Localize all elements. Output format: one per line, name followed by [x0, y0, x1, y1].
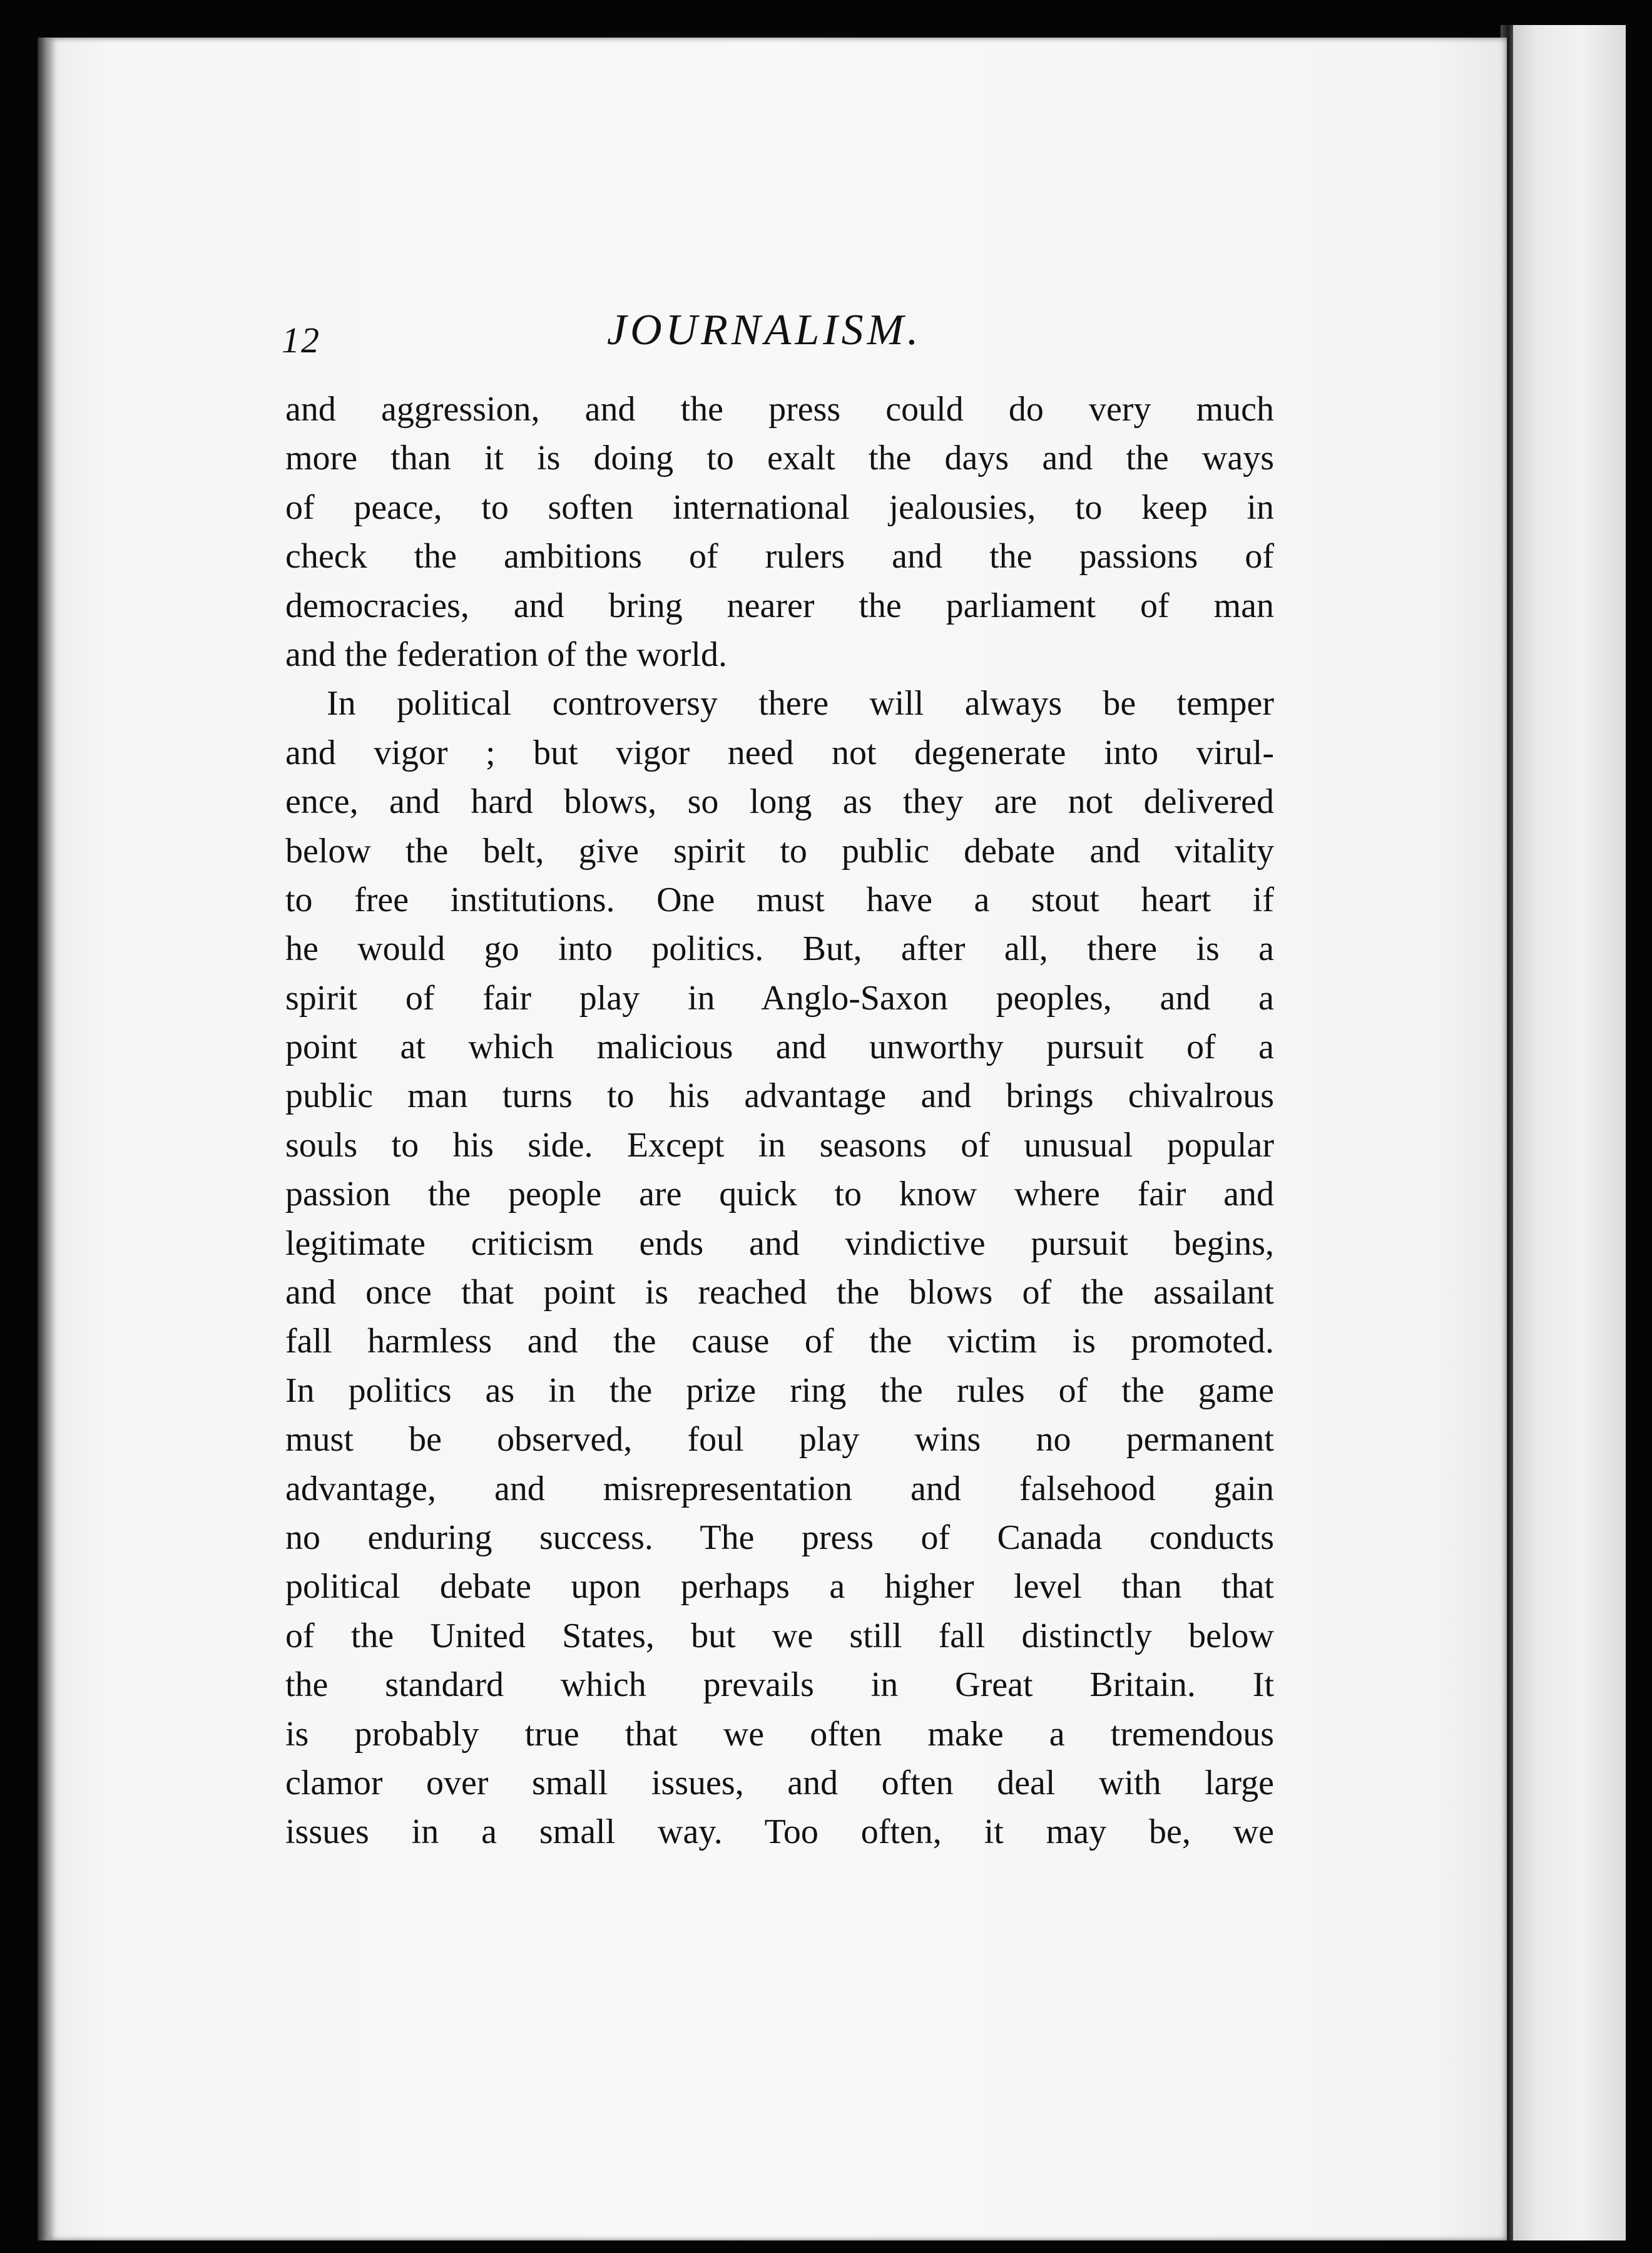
body-text — [285, 385, 1274, 1857]
text-line: democracies, and bring nearer the parliament of man — [285, 586, 1274, 625]
text-line: he would go into politics. But, after all, there is a — [285, 929, 1274, 969]
text-line: is probably true that we often make a tremendous — [285, 1714, 1274, 1754]
text-line: political debate upon perhaps a higher level than that — [285, 1567, 1274, 1607]
running-title: JOURNALISM. — [607, 306, 922, 354]
text-line: and vigor ; but vigor need not degenerate into virul- — [285, 733, 1274, 772]
page-header — [282, 305, 1283, 374]
text-line: the standard which prevails in Great Britain. It — [285, 1665, 1274, 1705]
text-line: and the federation of the world. — [285, 635, 727, 674]
text-line: fall harmless and the cause of the victim is promoted. — [285, 1322, 1274, 1361]
text-line: In politics as in the prize ring the rules of the game — [285, 1371, 1274, 1410]
text-line: souls to his side. Except in seasons of unusual popular — [285, 1125, 1274, 1165]
text-line: point at which malicious and unworthy pursuit of a — [285, 1028, 1274, 1067]
text-line: In political controversy there will always be temper — [327, 684, 1274, 723]
facing-page-edge — [1513, 25, 1626, 2240]
text-line: and once that point is reached the blows of the assailant — [285, 1273, 1274, 1312]
page-number: 12 — [282, 320, 320, 360]
text-line: spirit of fair play in Anglo-Saxon peoples, and a — [285, 978, 1274, 1018]
text-line: legitimate criticism ends and vindictive pursuit begins, — [285, 1224, 1274, 1263]
text-line: must be observed, foul play wins no permanent — [285, 1420, 1274, 1459]
text-line: issues in a small way. Too often, it may be, we — [285, 1812, 1274, 1852]
text-line: clamor over small issues, and often deal with large — [285, 1763, 1274, 1802]
text-line: below the belt, give spirit to public debate and vitality — [285, 831, 1274, 871]
text-line: passion the people are quick to know where fair and — [285, 1175, 1274, 1214]
text-line: advantage, and misrepresentation and falsehood gain — [285, 1469, 1274, 1508]
text-line: of the United States, but we still fall distinctly below — [285, 1616, 1274, 1655]
text-line: to free institutions. One must have a stout heart if — [285, 880, 1274, 919]
text-line: public man turns to his advantage and brings chivalrous — [285, 1076, 1274, 1116]
text-line: no enduring success. The press of Canada conducts — [285, 1518, 1274, 1557]
text-line: and aggression, and the press could do very much — [285, 390, 1274, 429]
text-line: more than it is doing to exalt the days and the ways — [285, 439, 1274, 478]
text-line: of peace, to soften international jealousies, to keep in — [285, 488, 1274, 527]
text-line: ence, and hard blows, so long as they are not delivered — [285, 782, 1274, 822]
text-line: check the ambitions of rulers and the passions of — [285, 537, 1274, 576]
